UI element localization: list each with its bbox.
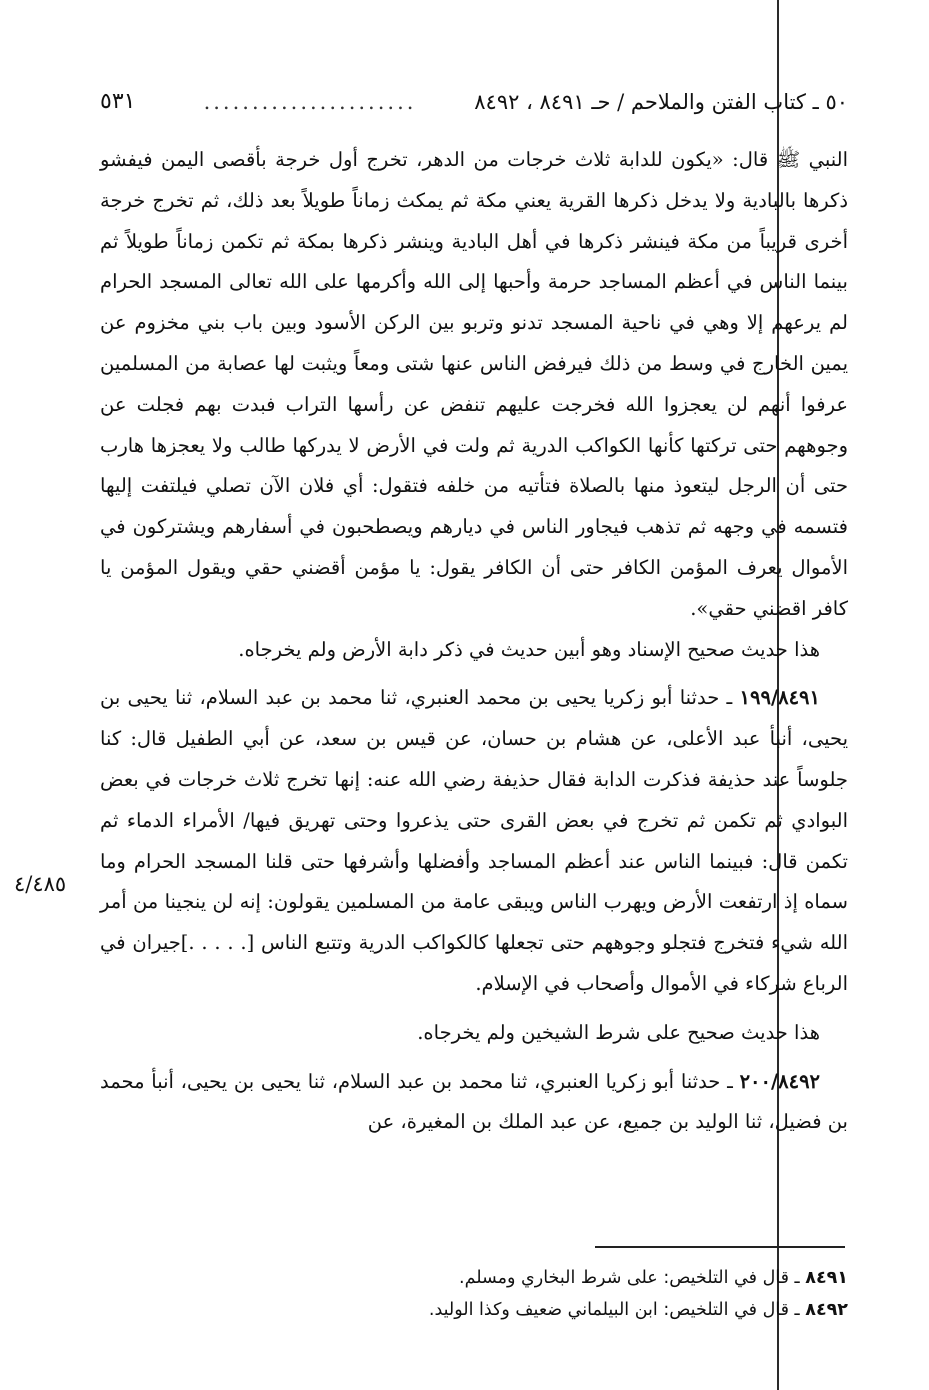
footnote-text: ـ قال في التلخيص: ابن البيلماني ضعيف وكذا الوليد. bbox=[428, 1300, 800, 1320]
hadith-number: ١٩٩/٨٤٩١ bbox=[739, 686, 820, 710]
header-title: ٥٠ ـ كتاب الفتن والملاحم / حـ ٨٤٩١ ، ٨٤٩٢ bbox=[474, 90, 848, 114]
main-text bbox=[100, 140, 848, 1143]
header-leader-dots: ...................... bbox=[203, 90, 417, 114]
hadith-entry bbox=[100, 678, 848, 1004]
footnote-text: ـ قال في التلخيص: على شرط البخاري ومسلم. bbox=[459, 1268, 800, 1288]
paragraph-text: ـ حدثنا أبو زكريا يحيى بن محمد العنبري، ثنا محمد بن عبد السلام، ثنا يحيى بن يحيى، أنبأ عبد الأعلى، عن هشام بن حسان، عن قيس بن سعد، عن أبي الطفيل قال: كنا جلوساً عند حذيفة فذكرت الدابة فقال حذيفة رضي الله عنه: إنها تخرج ثلاث خرجات في بعض البوادي ثم تكمن ثم تخرج في بعض القرى حتى يذعروا وحتى تهريق فيها/ الأمراء الدماء ثم تكمن قال: فبينما الناس عند أعظم المساجد وأفضلها وأشرفها حتى قلنا المسجد الحرام وما سماه إذ ارتفعت الأرض ويهرب الناس ويبقى عامة من المسلمين يقولون: إنه لن ينجينا من أمر الله شيء فتخرج فتجلو وجوههم حتى تجعلها كالكواكب الدرية وتتبع الناس [. . . . .]جيران في الرباع شركاء في الأموال وأصحاب في الإسلام. bbox=[100, 686, 848, 995]
page-number: ٥٣١ bbox=[100, 89, 136, 114]
footnote-number: ٨٤٩٢ bbox=[805, 1300, 848, 1320]
paragraph-text: هذا حديث صحيح الإسناد وهو أبين حديث في ذكر دابة الأرض ولم يخرجاه. bbox=[238, 637, 820, 661]
paragraph-text: ـ حدثنا أبو زكريا العنبري، ثنا محمد بن عبد السلام، ثنا يحيى بن يحيى، أنبأ محمد بن فضيل، ثنا الوليد بن جميع، عن عبد الملك بن المغيرة، عن bbox=[100, 1069, 848, 1134]
footnote bbox=[300, 1294, 848, 1326]
running-header bbox=[100, 82, 848, 122]
footnote-divider bbox=[595, 1246, 845, 1248]
hadith-number: ٢٠٠/٨٤٩٢ bbox=[739, 1069, 821, 1093]
margin-reference: ٤/٤٨٥ bbox=[14, 872, 67, 896]
paragraph-text: النبي ﷺ قال: «يكون للدابة ثلاث خرجات من الدهر، تخرج أول خرجة بأقصى اليمن فيفشو ذكرها بالبادية ولا يدخل ذكرها القرية يعني مكة ثم يمكث زماناً طويلاً بعد ذلك، ثم تخرج خرجة أخرى قريباً من مكة فينشر ذكرها في أهل البادية وينشر ذكرها بمكة ثم تكمن زماناً طويلاً ثم بينما الناس في أعظم المساجد حرمة وأحبها إلى الله وأكرمها على الله تعالى المسجد الحرام لم يرعهم إلا وهي في ناحية المسجد تدنو وتربو بين الركن الأسود وبين باب بني مخزوم عن يمين الخارج في وسط من ذلك فيرفض الناس عنها شتى ومعاً ويثبت لها عصابة من المسلمين عرفوا أنهم لن يعجزوا الله فخرجت عليهم تنفض عن رأسها التراب فبدت بهم فجلت عن وجوههم حتى تركتها كأنها الكواكب الدرية ثم ولت في الأرض لا يدركها طالب ولا يعجزها هارب حتى أن الرجل ليتعوذ منها بالصلاة فتأتيه من خلفه فتقول: أي فلان الآن تصلي فيلتفت إليها فتسمه في وجهه ثم تذهب فيجاور الناس في ديارهم ويصطحبون في أسفارهم ويشتركون في الأموال يعرف المؤمن الكافر حتى أن الكافر يقول: يا مؤمن أقضني حقي ويقول المؤمن يا كافر اقضني حقي». bbox=[100, 148, 848, 620]
footnote bbox=[300, 1262, 848, 1294]
footnote-number: ٨٤٩١ bbox=[805, 1268, 848, 1288]
hadith-text-continued bbox=[100, 140, 848, 630]
paragraph-text: هذا حديث صحيح على شرط الشيخين ولم يخرجاه. bbox=[417, 1020, 820, 1044]
footnotes bbox=[300, 1262, 848, 1326]
hadith-entry bbox=[100, 1062, 848, 1144]
grading-note bbox=[100, 630, 848, 671]
grading-note bbox=[100, 1013, 848, 1054]
